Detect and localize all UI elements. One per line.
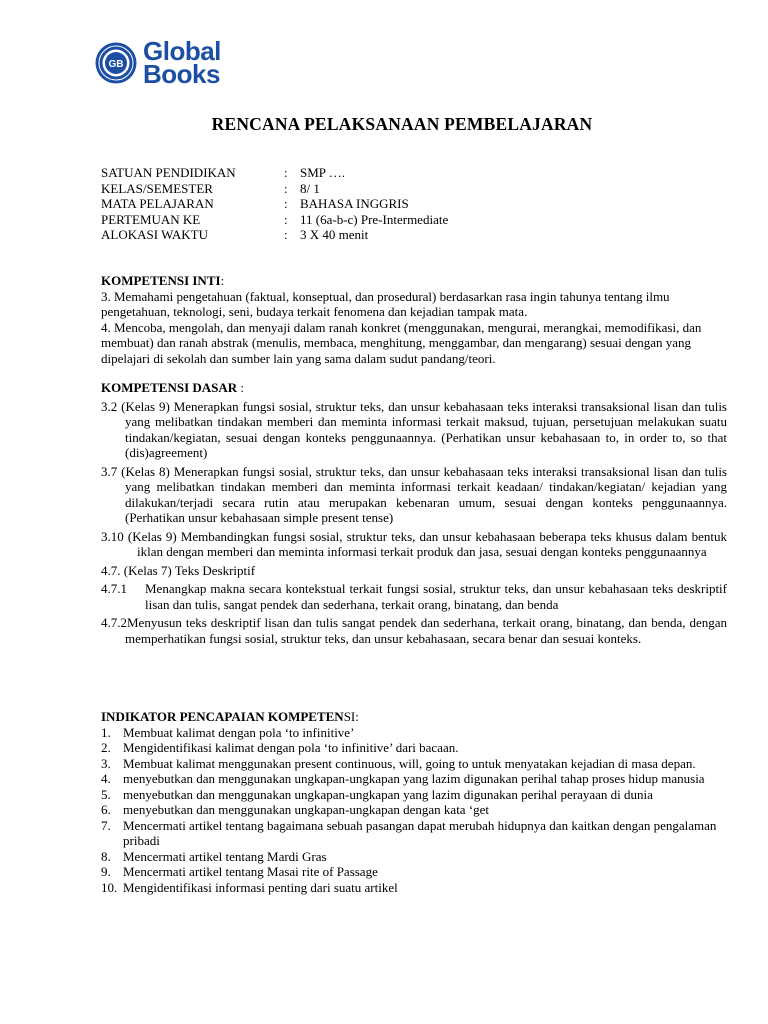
- list-item: [101, 725, 727, 741]
- meta-colon: :: [284, 165, 288, 180]
- list-item-number: 6.: [101, 802, 111, 817]
- meta-label: PERTEMUAN KE: [101, 211, 201, 227]
- logo-wordmark: [143, 36, 221, 89]
- list-item: [101, 802, 727, 818]
- meta-row: [101, 227, 448, 243]
- list-item-text: Membuat kalimat dengan pola ‘to infinitive’: [123, 724, 355, 740]
- list-item-text: menyebutkan dan menggunakan ungkapan-ungkapan yang lazim digunakan perihal tahap proses hidup manusia: [123, 771, 705, 786]
- meta-value: BAHASA INGGRIS: [300, 196, 409, 211]
- kd-item-3-10: 3.10 (Kelas 9) Membandingkan fungsi sosial, struktur teks, dan unsur kebahasaan beberapa teks khusus dalam bentuk iklan dengan memberi dan meminta informasi terkait produk dan jasa, sesuai dengan konteks penggunaannya: [101, 528, 727, 559]
- list-item-number: 5.: [101, 786, 111, 802]
- list-item: [101, 756, 727, 772]
- ipk-heading: INDIKATOR PENCAPAIAN KOMPETEN: [101, 709, 344, 724]
- meta-table: [101, 165, 448, 243]
- meta-label: SATUAN PENDIDIKAN: [101, 165, 236, 180]
- list-item: [101, 864, 727, 880]
- list-item-text: Mencermati artikel tentang bagaimana sebuah pasangan dapat merubah hidupnya dan kaitkan dengan pengalaman pribadi: [123, 817, 717, 848]
- globe-seal-icon: [94, 41, 138, 85]
- list-item: [101, 771, 727, 787]
- meta-colon: :: [284, 180, 288, 196]
- meta-value: 11 (6a-b-c) Pre-Intermediate: [300, 211, 449, 227]
- kompetensi-inti-section: [101, 273, 727, 366]
- ki-point-3: 3. Memahami pengetahuan (faktual, konseptual, dan prosedural) berdasarkan rasa ingin tahunya tentang ilmu pengetahuan, teknologi, seni, budaya terkait fenomena dan kejadian tampak mata.: [101, 288, 670, 319]
- kd-item-4-7: 4.7. (Kelas 7) Teks Deskriptif: [101, 562, 256, 578]
- list-item-text: Membuat kalimat menggunakan present continuous, will, going to untuk menyatakan kejadian di masa depan.: [123, 755, 696, 771]
- list-item-number: 8.: [101, 848, 111, 864]
- list-item: [101, 849, 727, 865]
- ipk-heading-line: [101, 709, 727, 725]
- list-item-text: Mencermati artikel tentang Masai rite of Passage: [123, 864, 378, 879]
- logo-line-1: Global: [143, 36, 221, 66]
- list-item-text: menyebutkan dan menggunakan ungkapan-ungkapan dengan kata ‘get: [123, 802, 490, 817]
- logo-line-2: Books: [143, 59, 220, 89]
- list-item-text: menyebutkan dan menggunakan ungkapan-ungkapan yang lazim digunakan perihal perayaan di dunia: [123, 786, 653, 802]
- list-item-number: 10.: [101, 879, 118, 895]
- kd-item-number: 4.7.1: [101, 581, 127, 596]
- meta-row: [101, 165, 448, 181]
- list-item-number: 9.: [101, 864, 111, 879]
- meta-row: [101, 196, 448, 212]
- list-item: [101, 740, 727, 756]
- document-title: RENCANA PELAKSANAAN PEMBELAJARAN: [211, 114, 593, 134]
- kd-item-4-7-1: [101, 581, 727, 612]
- logo-badge-text: GB: [108, 59, 124, 70]
- kd-item-4-7-2: 4.7.2Menyusun teks deskriptif lisan dan tulis sangat pendek dan sederhana, terkait orang, binatang, dan benda, dengan memperhatikan fungsi sosial, struktur teks, dan unsur kebahasaan, secara benar dan sesuai konteks.: [101, 615, 727, 646]
- meta-label: ALOKASI WAKTU: [101, 227, 209, 242]
- ipk-heading-rest: SI:: [343, 709, 359, 724]
- list-item-number: 2.: [101, 740, 111, 755]
- list-item-text: Mengidentifikasi kalimat dengan pola ‘to infinitive’ dari bacaan.: [123, 740, 459, 755]
- indikator-section: [101, 709, 727, 895]
- ki-point-4: 4. Mencoba, mengolah, dan menyaji dalam ranah konkret (menggunakan, mengurai, merangkai, memodifikasi, dan membuat) dan ranah abstrak (menulis, membaca, menghitung, menggambar, dan mengarang) sesuai dengan yang dipelajari di sekolah dan sumber lain yang sama dalam sudut pandang/teori.: [101, 319, 702, 366]
- list-item-number: 3.: [101, 755, 111, 771]
- list-item-number: 1.: [101, 724, 111, 740]
- ki-heading: KOMPETENSI INTI: [101, 273, 221, 288]
- meta-colon: :: [284, 196, 288, 211]
- publisher-logo: [94, 36, 221, 89]
- meta-colon: :: [284, 227, 288, 242]
- ki-heading-colon: :: [220, 273, 225, 288]
- meta-value: 3 X 40 menit: [300, 227, 369, 242]
- kd-heading-line: [101, 380, 727, 396]
- meta-value: SMP ….: [300, 165, 346, 180]
- list-item-text: Mencermati artikel tentang Mardi Gras: [123, 848, 327, 864]
- kd-heading: KOMPETENSI DASAR: [101, 380, 238, 395]
- list-item: [101, 880, 727, 896]
- list-item: [101, 787, 727, 803]
- meta-label: KELAS/SEMESTER: [101, 180, 213, 196]
- list-item-number: 4.: [101, 771, 111, 786]
- meta-colon: :: [284, 211, 288, 227]
- kompetensi-dasar-section: [101, 380, 727, 646]
- meta-value: 8/ 1: [300, 180, 320, 196]
- list-item-text: Mengidentifikasi informasi penting dari suatu artikel: [123, 879, 398, 895]
- kd-item-text: Menangkap makna secara kontekstual terkait fungsi sosial, struktur teks, dan unsur kebahasaan teks deskriptif lisan dan tulis, sangat pendek dan sederhana, terkait orang, binatang, dan benda: [145, 581, 727, 612]
- meta-label: MATA PELAJARAN: [101, 196, 214, 211]
- kd-item-3-2: 3.2 (Kelas 9) Menerapkan fungsi sosial, struktur teks, dan unsur kebahasaan teks interaksi transaksional lisan dan tulis yang melibatkan tindakan memberi dan meminta informasi terkait maksud, tujuan, persetujuan melakukan suatu tindakan/kegiatan, sesuai dengan konteks penggunaannya. (Perhatikan unsur kebahasaan to, in order to, so that (dis)agreement): [101, 398, 727, 460]
- meta-row: [101, 181, 448, 197]
- list-item: [101, 818, 727, 849]
- kd-heading-colon: :: [237, 380, 245, 395]
- indicator-list: [101, 725, 727, 896]
- list-item-number: 7.: [101, 817, 111, 833]
- kd-item-3-7: 3.7 (Kelas 8) Menerapkan fungsi sosial, struktur teks, dan unsur kebahasaan teks interaksi transaksional lisan dan tulis yang melibatkan tindakan memberi dan meminta informasi terkait keadaan/ tindakan/kegiatan/ kejadian yang dilakukan/terjadi secara rutin atau merupakan kebenaran umum, sesuai dengan konteks penggunaannya. (Perhatikan unsur kebahasaan simple present tense): [101, 463, 727, 525]
- meta-row: [101, 212, 448, 228]
- ki-heading-line: [101, 273, 727, 289]
